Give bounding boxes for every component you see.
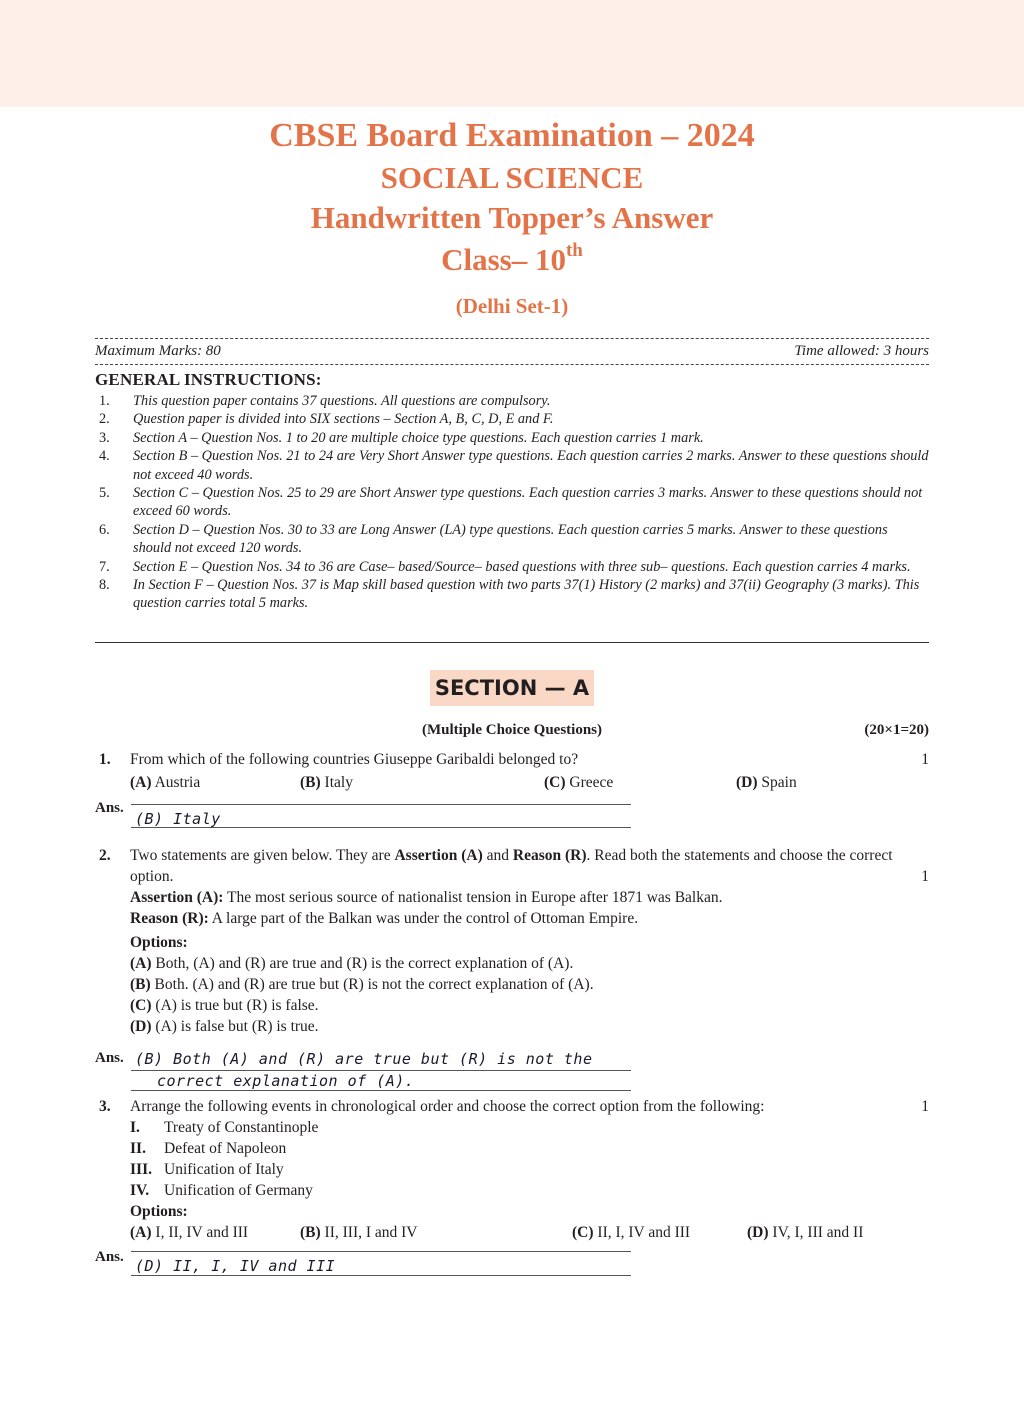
instruction-item: 3. Section A – Question Nos. 1 to 20 are multiple choice type questions. Each question carries 1 mark.: [99, 429, 704, 446]
answer-line: [131, 1090, 631, 1091]
reason: Reason (R): A large part of the Balkan was under the control of Ottoman Empire.: [130, 910, 639, 927]
page-header: [0, 116, 1024, 320]
options-label: Options:: [130, 1203, 188, 1220]
question-1: [95, 749, 929, 794]
event-item: IV. Unification of Germany: [130, 1182, 313, 1199]
set-title: (Delhi Set-1): [455, 294, 569, 318]
section-title: SECTION — A: [430, 670, 594, 706]
answer-line: [131, 1070, 631, 1071]
options-label: Options:: [130, 934, 188, 951]
question-text: Two statements are given below. They are Assertion (A) and Reason (R). Read both the statements and choose the correct option.: [130, 847, 893, 885]
question-mark: 1: [921, 751, 929, 768]
question-number: 3.: [99, 1098, 111, 1115]
question-mark: 1: [921, 868, 929, 885]
handwritten-answer-line2: correct explanation of (A).: [157, 1072, 415, 1090]
instruction-item: 8. In Section F – Question Nos. 37 is Map skill based question with two parts 37(1) History (2 marks) and 37(ii) Geography (3 marks). This question carries total 5 marks.: [99, 577, 920, 612]
subject-title: SOCIAL SCIENCE: [380, 160, 644, 195]
max-marks: Maximum Marks: 80: [95, 343, 221, 359]
question-2: [95, 845, 929, 1037]
option-a: (A) Both, (A) and (R) are true and (R) is the correct explanation of (A).: [130, 955, 574, 972]
option-c: (C) II, I, IV and III: [572, 1224, 691, 1241]
option-c: (C) Greece: [544, 774, 614, 791]
class-suffix: th: [565, 240, 583, 261]
option-d: (D) IV, I, III and II: [747, 1224, 864, 1241]
instructions-list: [95, 392, 929, 613]
exam-title: CBSE Board Examination – 2024: [269, 117, 755, 154]
option-b: (B) Italy: [300, 774, 353, 791]
event-item: II. Defeat of Napoleon: [130, 1140, 287, 1157]
instruction-item: 7. Section E – Question Nos. 34 to 36 are Case– based/Source– based questions with three sub– questions. Each question carries 4 marks.: [99, 558, 911, 575]
top-band: [0, 0, 1024, 107]
option-d: (D) (A) is false but (R) is true.: [130, 1018, 319, 1035]
instruction-item: 6. Section D – Question Nos. 30 to 33 are Long Answer (LA) type questions. Each question carries 5 marks. Answer to these questions should not exceed 120 words.: [99, 521, 888, 557]
answer-line: [131, 804, 631, 805]
assertion: Assertion (A): The most serious source of nationalist tension in Europe after 1871 was Balkan.: [130, 889, 723, 906]
instruction-item: 4. Section B – Question Nos. 21 to 24 are Very Short Answer type questions. Each question carries 2 marks. Answer to these questions should not exceed 40 words.: [99, 448, 929, 483]
time-allowed: Time allowed: 3 hours: [794, 343, 929, 359]
option-a: (A) I, II, IV and III: [130, 1224, 249, 1241]
answer-label: Ans.: [95, 1249, 124, 1265]
handwritten-answer: (B) Italy: [135, 810, 221, 828]
handwritten-answer-line1: (B) Both (A) and (R) are true but (R) is not the: [135, 1050, 593, 1068]
answer-label: Ans.: [95, 800, 124, 816]
question-text: Arrange the following events in chronological order and choose the correct option from the following:: [130, 1098, 765, 1115]
answer-line: [131, 827, 631, 828]
option-b: (B) Both. (A) and (R) are true but (R) is not the correct explanation of (A).: [130, 976, 594, 993]
question-number: 2.: [99, 847, 111, 864]
option-c: (C) (A) is true but (R) is false.: [130, 997, 319, 1014]
section-subtitle: (Multiple Choice Questions): [422, 722, 602, 738]
instruction-item: 1. This question paper contains 37 questions. All questions are compulsory.: [99, 393, 551, 409]
handwritten-answer: (D) II, I, IV and III: [135, 1257, 336, 1275]
marks-time-bar: [95, 338, 929, 365]
answer-line: [131, 1275, 631, 1276]
divider: [95, 642, 929, 643]
answer-type-title: Handwritten Topper’s Answer: [310, 200, 714, 235]
general-instructions: [95, 370, 929, 613]
instruction-item: 5. Section C – Question Nos. 25 to 29 are Short Answer type questions. Each question carries 3 marks. Answer to these questions should not exceed 60 words.: [99, 485, 923, 520]
option-d: (D) Spain: [736, 774, 797, 791]
class-title: Class– 10th: [441, 240, 583, 277]
question-mark: 1: [921, 1098, 929, 1115]
answer-label: Ans.: [95, 1050, 124, 1066]
instructions-title: GENERAL INSTRUCTIONS:: [95, 370, 322, 389]
question-number: 1.: [99, 751, 111, 768]
event-item: I. Treaty of Constantinople: [130, 1119, 319, 1136]
option-a: (A) Austria: [130, 774, 201, 791]
section-marks: (20×1=20): [864, 722, 929, 738]
question-3: [95, 1096, 929, 1246]
option-b: (B) II, III, I and IV: [300, 1224, 418, 1241]
event-item: III. Unification of Italy: [130, 1161, 284, 1178]
options-row: [130, 770, 929, 794]
question-text: From which of the following countries Giuseppe Garibaldi belonged to?: [130, 751, 579, 768]
instruction-item: 2. Question paper is divided into SIX sections – Section A, B, C, D, E and F.: [99, 411, 554, 428]
answer-line: [131, 1251, 631, 1252]
options-row: [130, 1222, 929, 1246]
